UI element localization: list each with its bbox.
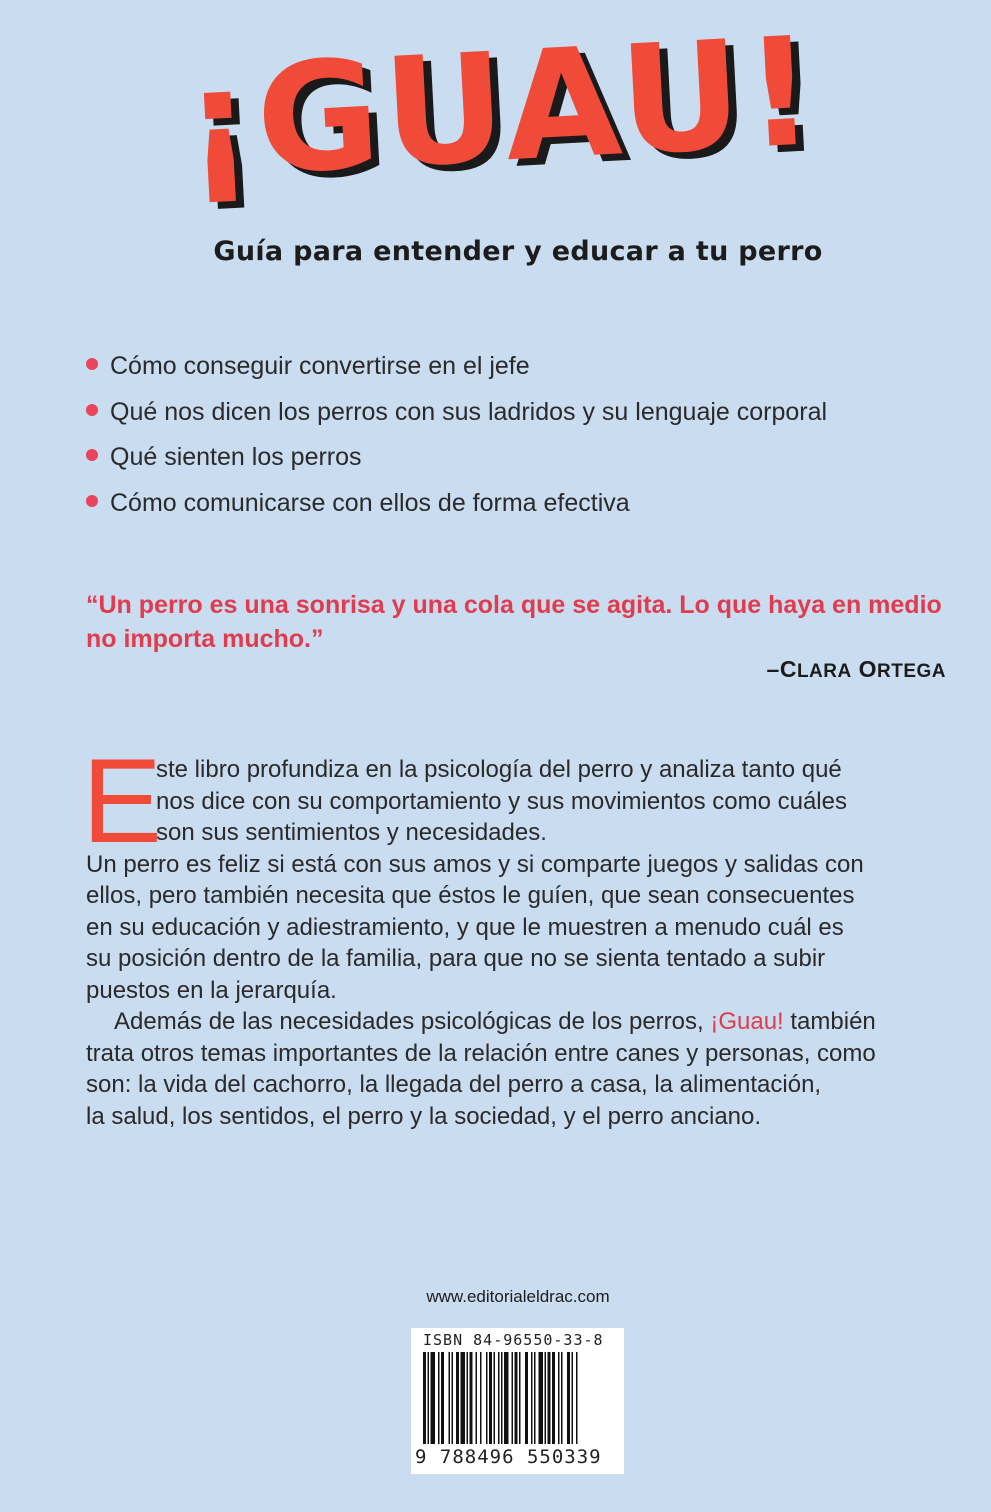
feature-text: Cómo conseguir convertirse en el jefe: [110, 352, 530, 380]
body-line: nos dice con su comportamiento y sus movimientos como cuáles: [156, 787, 847, 815]
drop-cap: E: [82, 734, 163, 868]
author-last-rest: RTEGA: [877, 661, 946, 682]
body-line: la salud, los sentidos, el perro y la sociedad, y el perro anciano.: [86, 1102, 762, 1130]
barcode-bar: [515, 1352, 518, 1444]
barcode-bar: [486, 1352, 488, 1444]
barcode-bar: [449, 1352, 451, 1444]
body-line: [86, 1006, 986, 1038]
body-line: puestos en la jerarquía.: [86, 976, 337, 1004]
body-line: trata otros temas importantes de la relación entre canes y personas, como: [86, 1039, 876, 1067]
barcode-bar: [423, 1352, 426, 1444]
barcode-bar: [572, 1352, 574, 1444]
barcode-bar: [476, 1352, 478, 1444]
barcode-bar: [489, 1352, 492, 1444]
bullet-icon: [86, 404, 98, 416]
barcode-icon: [423, 1352, 613, 1444]
author-last-initial: O: [858, 656, 877, 682]
barcode-bar: [504, 1352, 509, 1444]
barcode-bar: [467, 1352, 469, 1444]
quote-text: “Un perro es una sonrisa y una cola que se agita. Lo que haya en medio no importa mucho.”: [86, 591, 942, 653]
body-line: son sus sentimientos y necesidades.: [156, 819, 547, 846]
publisher-url[interactable]: www.editorialeldrac.com: [426, 1287, 610, 1306]
feature-text: Cómo comunicarse con ellos de forma efectiva: [110, 488, 630, 517]
barcode-bar: [525, 1352, 528, 1444]
barcode-bar: [576, 1352, 578, 1444]
body-line: ste libro profundiza en la psicología del perro y analiza tanto qué: [156, 756, 842, 783]
barcode-bar: [545, 1352, 547, 1444]
barcode-bar: [441, 1352, 444, 1444]
barcode-bar: [452, 1352, 454, 1444]
barcode-bar: [498, 1352, 500, 1444]
barcode-bar: [539, 1352, 544, 1444]
feature-list: [86, 346, 827, 528]
barcode-label: [411, 1328, 624, 1474]
barcode-bar: [561, 1352, 563, 1444]
feature-item: [86, 483, 827, 529]
body-line: son: la vida del cachorro, la llegada del perro a casa, la alimentación,: [86, 1071, 822, 1098]
body-line: su posición dentro de la familia, para que no se sienta tentado a subir: [86, 945, 826, 972]
feature-text: Qué sienten los perros: [110, 443, 362, 471]
bullet-icon: [86, 449, 98, 461]
barcode-bar: [567, 1352, 570, 1444]
barcode-bar: [456, 1352, 459, 1444]
barcode-bar: [428, 1352, 430, 1444]
author-first-rest: LARA: [796, 661, 852, 682]
feature-text: Qué nos dicen los perros con sus ladridos y su lenguaje corporal: [110, 397, 828, 426]
barcode-bar: [431, 1352, 436, 1444]
author-first-initial: C: [779, 656, 797, 682]
bullet-icon: [86, 495, 98, 507]
book-subtitle: Guía para entender y educar a tu perro: [213, 236, 823, 267]
barcode-bar: [512, 1352, 514, 1444]
quote-author: [767, 656, 946, 683]
feature-item: [86, 392, 827, 438]
para2-end: también: [783, 1008, 876, 1035]
barcode-bar: [461, 1352, 466, 1444]
barcode-bar: [519, 1352, 521, 1444]
barcode-bar: [548, 1352, 551, 1444]
para2-start: Además de las necesidades psicológicas de los perros,: [114, 1008, 711, 1035]
barcode-bar: [501, 1352, 503, 1444]
barcode-bar: [494, 1352, 496, 1444]
isbn-text: ISBN 84-96550-33-8: [423, 1331, 604, 1349]
barcode-bar: [558, 1352, 560, 1444]
body-line: en su educación y adiestramiento, y que le muestren a menudo cuál es: [86, 913, 844, 941]
book-title-mention: ¡Guau!: [710, 1008, 784, 1035]
barcode-bar: [552, 1352, 555, 1444]
feature-item: [86, 346, 827, 392]
body-line: ellos, pero también necesita que éstos le guíen, que sean consecuentes: [86, 882, 855, 909]
feature-item: [86, 437, 827, 483]
ean-number: 9 788496 550339: [415, 1446, 602, 1468]
book-title: ¡GUAU!: [179, 5, 823, 213]
description-text: [86, 754, 986, 1132]
barcode-bar: [534, 1352, 536, 1444]
bullet-icon: [86, 358, 98, 370]
body-line: Un perro es feliz si está con sus amos y si comparte juegos y salidas con: [86, 850, 864, 878]
barcode-bar: [480, 1352, 482, 1444]
barcode-bar: [531, 1352, 533, 1444]
barcode-bar: [470, 1352, 473, 1444]
barcode-bar: [438, 1352, 440, 1444]
author-dash: –: [766, 656, 780, 682]
